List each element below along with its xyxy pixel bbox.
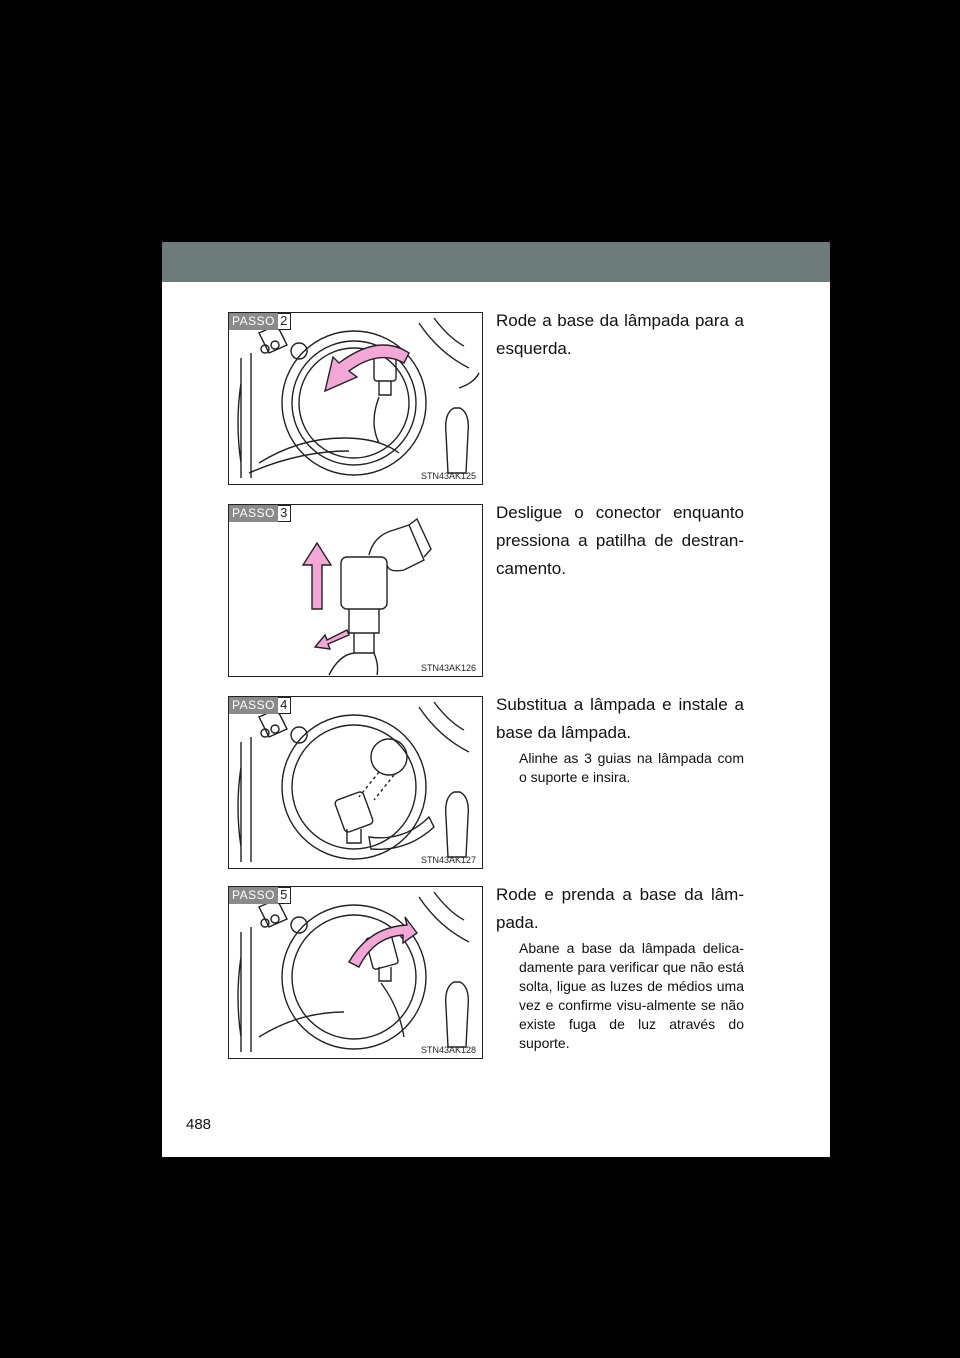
manual-page bbox=[162, 242, 830, 1157]
step-badge-number: 2 bbox=[278, 313, 291, 330]
step-badge bbox=[229, 313, 291, 330]
bulb-connector-illustration bbox=[229, 505, 483, 677]
step-badge bbox=[229, 505, 291, 522]
step-badge-label: PASSO bbox=[229, 887, 278, 904]
figure-code: STN43AK126 bbox=[420, 663, 476, 673]
step-badge bbox=[229, 887, 291, 904]
push-arrow-icon bbox=[315, 630, 349, 649]
headlight-socket-illustration bbox=[229, 697, 483, 869]
step-badge-number: 5 bbox=[278, 887, 291, 904]
step-badge-label: PASSO bbox=[229, 313, 278, 330]
step-badge-label: PASSO bbox=[229, 697, 278, 714]
step-4-text: Substitua a lâmpada e instale a base da lâmpada. bbox=[496, 695, 744, 742]
step-badge-number: 3 bbox=[278, 505, 291, 522]
page-number: 488 bbox=[186, 1116, 212, 1133]
figure-step-3 bbox=[228, 504, 483, 677]
step-3-text: Desligue o conector enquanto pressiona a patilha de destran-camento. bbox=[496, 503, 744, 578]
step-2-text: Rode a base da lâmpada para a esquerda. bbox=[496, 311, 744, 358]
figure-code: STN43AK128 bbox=[420, 1045, 476, 1055]
step-5-note: Abane a base da lâmpada delica-damente para verificar que não está solta, ligue as luzes de médios uma vez e confirme visu-almente se não existe fuga de luz através do suporte. bbox=[519, 940, 744, 1051]
rotation-arrow-icon bbox=[349, 917, 417, 967]
headlight-socket-illustration bbox=[229, 887, 483, 1059]
figure-step-5 bbox=[228, 886, 483, 1059]
step-badge-number: 4 bbox=[278, 697, 291, 714]
step-badge bbox=[229, 697, 291, 714]
headlight-socket-illustration bbox=[229, 313, 483, 485]
figure-step-4 bbox=[228, 696, 483, 869]
step-badge-label: PASSO bbox=[229, 505, 278, 522]
push-arrow-icon bbox=[303, 543, 331, 609]
header-bar bbox=[162, 242, 830, 282]
figure-code: STN43AK125 bbox=[420, 471, 476, 481]
figure-step-2 bbox=[228, 312, 483, 485]
step-4-note: Alinhe as 3 guias na lâmpada com o suporte e insira. bbox=[519, 750, 744, 785]
figure-code: STN43AK127 bbox=[420, 855, 476, 865]
step-5-text: Rode e prenda a base da lâm-pada. bbox=[496, 885, 744, 932]
